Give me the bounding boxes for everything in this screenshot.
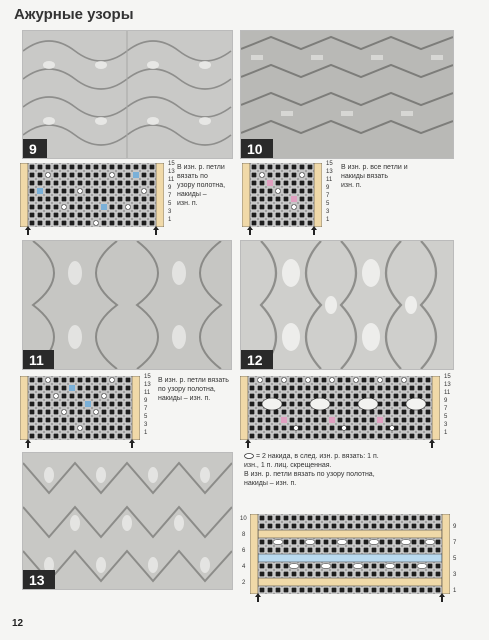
row-number: 11 — [444, 390, 451, 396]
row-number: 5 — [326, 201, 330, 207]
row-number: 8 — [242, 532, 246, 538]
arrow-up-icon — [153, 226, 159, 235]
pattern-9-number: 9 — [23, 139, 47, 158]
pattern-13-photo — [22, 452, 233, 590]
chart-grid — [20, 163, 164, 227]
page-number: 12 — [12, 618, 24, 629]
arrow-up-icon — [311, 226, 317, 235]
row-number: 9 — [168, 185, 172, 191]
row-number: 3 — [168, 209, 172, 215]
row-number: 15 — [326, 161, 333, 167]
pattern-13-chart — [240, 514, 460, 602]
row-number: 7 — [144, 406, 148, 412]
row-number: 11 — [144, 390, 151, 396]
row-number: 7 — [453, 540, 457, 546]
row-number: 13 — [326, 169, 333, 175]
row-number: 3 — [453, 572, 457, 578]
row-number: 13 — [144, 382, 151, 388]
row-number: 13 — [444, 382, 451, 388]
pattern-11-number: 11 — [23, 350, 54, 369]
arrow-up-icon — [439, 593, 445, 602]
row-number: 5 — [168, 201, 172, 207]
arrow-up-icon — [25, 226, 31, 235]
pattern-13-number: 13 — [23, 570, 55, 589]
row-number: 15 — [444, 374, 451, 380]
arrow-up-icon — [429, 439, 435, 448]
row-number: 1 — [326, 217, 330, 223]
row-number: 11 — [326, 177, 333, 183]
row-number: 9 — [144, 398, 148, 404]
pattern-9-note: В изн. р. петли вязать по узору полотна, накиды – изн. п. — [177, 164, 226, 207]
arrow-up-icon — [25, 439, 31, 448]
pattern-11-photo — [22, 240, 232, 370]
chart-grid — [250, 514, 450, 594]
row-number: 1 — [168, 217, 172, 223]
arrow-up-icon — [255, 593, 261, 602]
pattern-11-note: В изн. р. петли вязать по узору полотна, накиды – изн. п. — [158, 377, 229, 402]
row-number: 3 — [144, 422, 148, 428]
row-number: 2 — [242, 580, 246, 586]
arrow-up-icon — [247, 226, 253, 235]
legend-line: = 2 накида, в след. изн. р. вязать: 1 п. — [244, 452, 444, 461]
row-number: 1 — [444, 430, 448, 436]
row-number: 15 — [144, 374, 151, 380]
row-number: 5 — [444, 414, 448, 420]
row-number: 9 — [453, 524, 457, 530]
page-title: Ажурные узоры — [14, 6, 134, 23]
arrow-up-icon — [129, 439, 135, 448]
row-number: 9 — [326, 185, 330, 191]
row-number: 5 — [144, 414, 148, 420]
knit-texture — [241, 241, 453, 369]
row-number: 3 — [326, 209, 330, 215]
row-number: 7 — [326, 193, 330, 199]
row-number: 1 — [453, 588, 457, 594]
pattern-10-photo — [240, 30, 454, 159]
pattern-9-photo — [22, 30, 233, 159]
row-number: 10 — [240, 516, 247, 522]
chart-grid — [240, 376, 440, 440]
chart-grid — [242, 163, 322, 227]
chart-grid — [20, 376, 140, 440]
row-number: 9 — [444, 398, 448, 404]
pattern-9-chart — [20, 163, 185, 235]
knit-texture — [241, 31, 453, 158]
pattern-12-chart — [240, 376, 460, 448]
row-number: 3 — [444, 422, 448, 428]
row-number: 4 — [242, 564, 246, 570]
pattern-10-chart — [242, 163, 342, 235]
row-number: 15 — [168, 161, 175, 167]
row-number: 1 — [144, 430, 148, 436]
knit-texture — [23, 453, 232, 589]
row-number: 11 — [168, 177, 175, 183]
pattern-12-photo — [240, 240, 454, 370]
pattern-12-number: 12 — [241, 350, 273, 369]
double-yarn-over-icon — [244, 453, 254, 459]
legend-note: = 2 накида, в след. изн. р. вязать: 1 п. изн., 1 п. лиц. скрещенная. В изн. р. петли вязать по узору полотна, накиды – изн. п. — [244, 452, 444, 488]
arrow-up-icon — [245, 439, 251, 448]
knit-texture — [23, 31, 232, 158]
row-number: 7 — [444, 406, 448, 412]
row-number: 7 — [168, 193, 172, 199]
row-number: 13 — [168, 169, 175, 175]
pattern-10-number: 10 — [241, 139, 273, 158]
row-number: 5 — [453, 556, 457, 562]
row-number: 6 — [242, 548, 246, 554]
pattern-10-note: В изн. р. все петли и накиды вязать изн. п. — [341, 164, 408, 189]
knit-texture — [23, 241, 231, 369]
